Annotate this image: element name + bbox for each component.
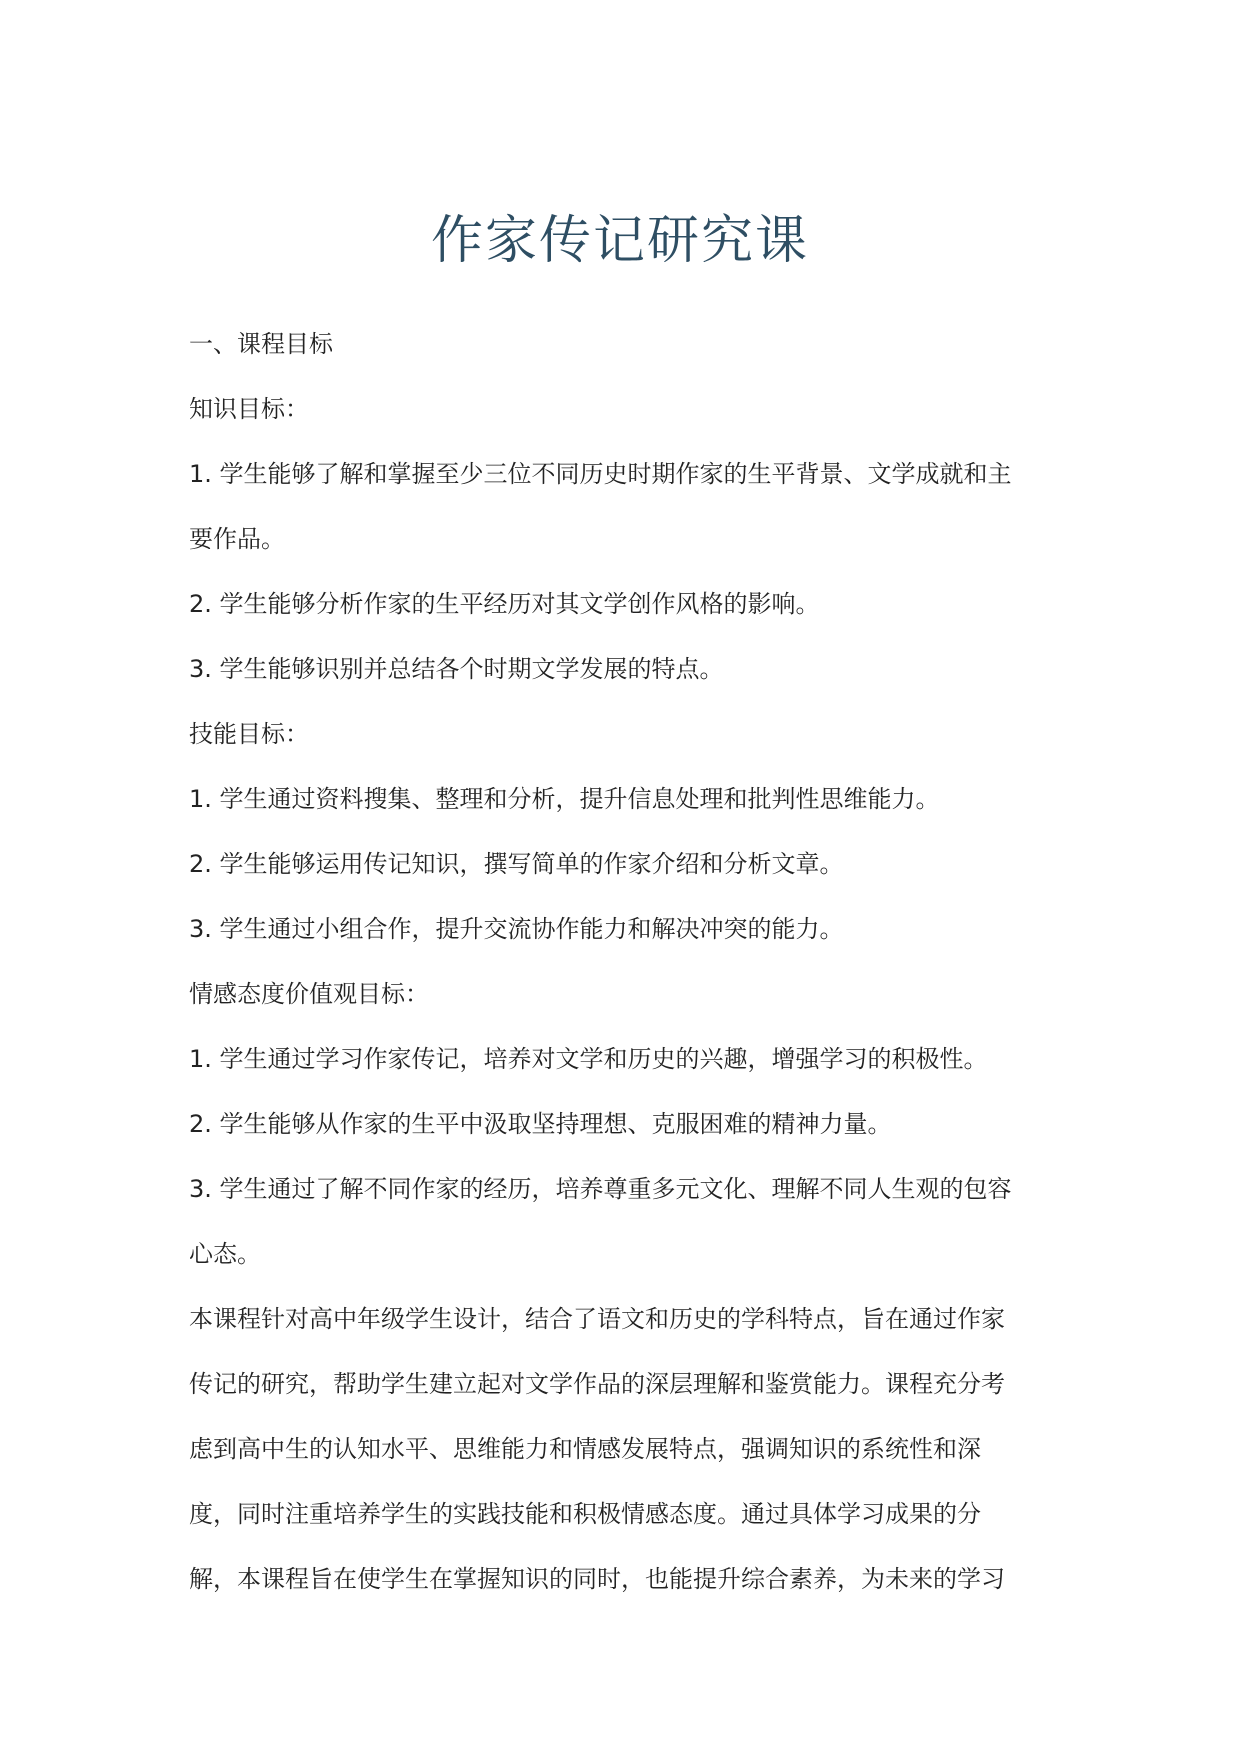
knowledge-item: 1. 学生能够了解和掌握至少三位不同历史时期作家的生平背景、文学成就和主	[189, 460, 1012, 488]
knowledge-item: 3. 学生能够识别并总结各个时期文学发展的特点。	[189, 655, 724, 683]
attitude-item: 心态。	[189, 1240, 261, 1268]
attitude-heading: 情感态度价值观目标：	[189, 980, 429, 1008]
skills-item: 1. 学生通过资料搜集、整理和分析，提升信息处理和批判性思维能力。	[189, 785, 940, 813]
attitude-item: 2. 学生能够从作家的生平中汲取坚持理想、克服困难的精神力量。	[189, 1110, 892, 1138]
summary-line: 解，本课程旨在使学生在掌握知识的同时，也能提升综合素养，为未来的学习	[189, 1565, 1005, 1593]
attitude-item: 1. 学生通过学习作家传记，培养对文学和历史的兴趣，增强学习的积极性。	[189, 1045, 988, 1073]
summary-line: 传记的研究，帮助学生建立起对文学作品的深层理解和鉴赏能力。课程充分考	[189, 1370, 1005, 1398]
summary-line: 虑到高中生的认知水平、思维能力和情感发展特点，强调知识的系统性和深	[189, 1435, 981, 1463]
document-title: 作家传记研究课	[430, 211, 809, 271]
summary-line: 本课程针对高中年级学生设计，结合了语文和历史的学科特点，旨在通过作家	[189, 1305, 1005, 1333]
skills-item: 3. 学生通过小组合作，提升交流协作能力和解决冲突的能力。	[189, 915, 844, 943]
document-body	[189, 312, 1059, 1612]
knowledge-heading: 知识目标：	[189, 395, 309, 423]
knowledge-item: 2. 学生能够分析作家的生平经历对其文学创作风格的影响。	[189, 590, 820, 618]
skills-item: 2. 学生能够运用传记知识，撰写简单的作家介绍和分析文章。	[189, 850, 844, 878]
knowledge-item: 要作品。	[189, 525, 285, 553]
section-heading: 一、课程目标	[189, 330, 333, 358]
summary-line: 度，同时注重培养学生的实践技能和积极情感态度。通过具体学习成果的分	[189, 1500, 981, 1528]
attitude-item: 3. 学生通过了解不同作家的经历，培养尊重多元文化、理解不同人生观的包容	[189, 1175, 1012, 1203]
skills-heading: 技能目标：	[189, 720, 309, 748]
